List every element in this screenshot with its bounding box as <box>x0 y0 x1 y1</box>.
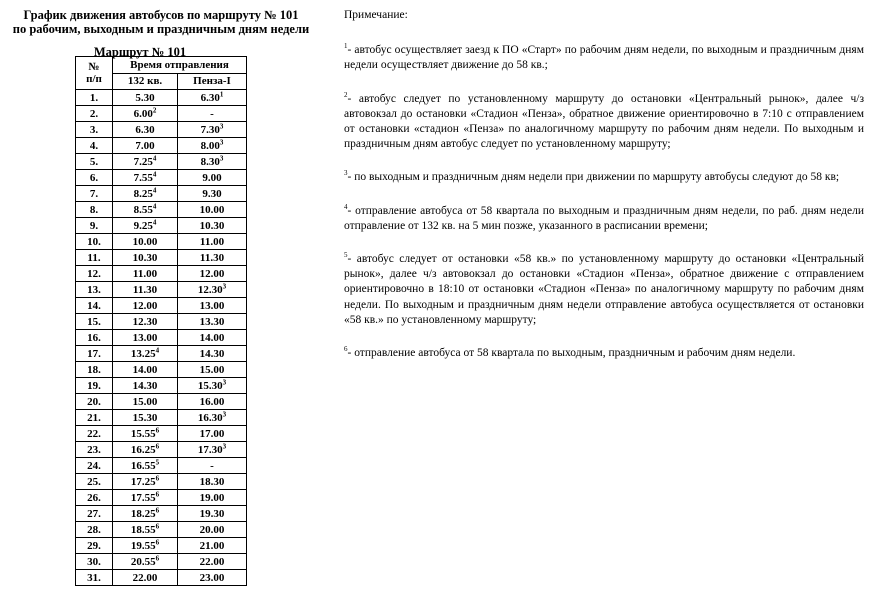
footnote-marker: 2 <box>152 105 157 114</box>
time-132kv <box>113 234 178 250</box>
time-132kv <box>113 314 178 330</box>
time-penza <box>178 218 247 234</box>
time-132kv-value: 19.55 <box>130 539 156 552</box>
row-number <box>76 346 113 362</box>
time-penza-value: 16.00 <box>199 395 225 408</box>
row-number <box>76 378 113 394</box>
row-number <box>76 266 113 282</box>
row-number-value: 12. <box>87 267 101 280</box>
note-marker: 3 <box>344 169 348 178</box>
row-number <box>76 218 113 234</box>
time-132kv <box>113 362 178 378</box>
time-penza <box>178 250 247 266</box>
time-penza <box>178 314 247 330</box>
note-item <box>344 346 864 361</box>
col-num-label-2: п/п <box>86 73 102 85</box>
row-number <box>76 106 113 122</box>
row-number-value: 24. <box>87 459 101 472</box>
time-penza-value: 11.30 <box>199 251 225 264</box>
note-text: - автобус следует по установленному маршруту до остановки «Центральный рынок», далее ч/з автовокзал до остановки «Стадион «Пенза», обратное движение ориентировочно в 7:10 с отправлением от остановки «стадион «Пенза» по аналогичному маршруту по рабочим дням недели. По выходным и праздничным дням автобус следует по установленному маршруту; <box>344 92 864 151</box>
table-row <box>76 202 247 218</box>
time-penza <box>178 426 247 442</box>
time-penza-value: 20.00 <box>199 523 225 536</box>
footnote-marker: 6 <box>155 537 160 546</box>
time-penza <box>178 298 247 314</box>
time-132kv-value: 11.00 <box>132 267 158 280</box>
row-number <box>76 314 113 330</box>
row-number <box>76 426 113 442</box>
time-132kv-value: 13.25 <box>130 347 156 360</box>
row-number-value: 15. <box>87 315 101 328</box>
note-item <box>344 204 864 234</box>
table-row <box>76 394 247 410</box>
time-132kv <box>113 410 178 426</box>
time-penza <box>178 346 247 362</box>
time-132kv-value: 16.25 <box>130 443 156 456</box>
table-row <box>76 154 247 170</box>
footnote-marker: 4 <box>152 185 157 194</box>
row-number-value: 4. <box>89 139 99 152</box>
row-number-value: 1. <box>89 91 99 104</box>
time-penza-value: 10.00 <box>199 203 225 216</box>
table-row <box>76 442 247 458</box>
row-number <box>76 138 113 154</box>
time-132kv <box>113 474 178 490</box>
time-penza-value: 19.00 <box>199 491 225 504</box>
time-penza-value: 15.30 <box>197 379 223 392</box>
time-penza-value: 11.00 <box>199 235 225 248</box>
footnote-marker: 4 <box>155 345 160 354</box>
time-132kv <box>113 346 178 362</box>
note-item <box>344 252 864 328</box>
footnote-marker: 6 <box>155 441 160 450</box>
row-number-value: 11. <box>87 251 101 264</box>
footnote-marker: 3 <box>222 377 227 386</box>
row-number <box>76 122 113 138</box>
table-row <box>76 506 247 522</box>
time-penza <box>178 122 247 138</box>
time-penza <box>178 362 247 378</box>
note-marker: 4 <box>344 202 348 211</box>
time-132kv-value: 12.30 <box>132 315 158 328</box>
row-number <box>76 186 113 202</box>
row-number <box>76 250 113 266</box>
row-number <box>76 282 113 298</box>
time-penza-value: 7.30 <box>200 123 220 136</box>
time-penza <box>178 570 247 586</box>
time-penza-value: 15.00 <box>199 363 225 376</box>
row-number-value: 21. <box>87 411 101 424</box>
row-number-value: 3. <box>89 123 99 136</box>
row-number-value: 8. <box>89 203 99 216</box>
note-text: - отправление автобуса от 58 квартала по выходным и праздничным дням недели, по раб. дням недели отправление от 132 кв. на 5 мин позже, указанного в расписании времени; <box>344 204 864 232</box>
row-number-value: 20. <box>87 395 101 408</box>
table-row <box>76 554 247 570</box>
table-row <box>76 538 247 554</box>
time-132kv <box>113 378 178 394</box>
table-row <box>76 186 247 202</box>
table-row <box>76 266 247 282</box>
footnote-marker: 6 <box>155 521 160 530</box>
time-penza-value: 12.30 <box>197 283 223 296</box>
time-132kv-value: 10.30 <box>132 251 158 264</box>
time-penza-value: 22.00 <box>199 555 225 568</box>
row-number-value: 14. <box>87 299 101 312</box>
row-number <box>76 362 113 378</box>
table-row <box>76 362 247 378</box>
schedule-body <box>76 90 247 586</box>
row-number <box>76 298 113 314</box>
footnote-marker: 6 <box>155 505 160 514</box>
time-132kv <box>113 250 178 266</box>
time-penza <box>178 442 247 458</box>
row-number-value: 29. <box>87 539 101 552</box>
footnote-marker: 1 <box>219 89 224 98</box>
time-132kv-value: 8.25 <box>133 187 153 200</box>
time-penza-value: 9.30 <box>202 187 222 200</box>
col-header-132kv: 132 кв. <box>113 73 178 90</box>
time-132kv <box>113 538 178 554</box>
table-row <box>76 234 247 250</box>
schedule-panel <box>0 8 322 59</box>
time-penza-value: 17.00 <box>199 427 225 440</box>
time-132kv-value: 15.00 <box>132 395 158 408</box>
time-penza <box>178 186 247 202</box>
row-number-value: 22. <box>87 427 101 440</box>
time-penza-value: 17.30 <box>197 443 223 456</box>
table-row <box>76 410 247 426</box>
col-header-penza: Пенза-I <box>178 73 247 90</box>
time-132kv <box>113 554 178 570</box>
notes-title: Примечание: <box>344 9 408 21</box>
row-number <box>76 490 113 506</box>
time-132kv-value: 8.55 <box>133 203 153 216</box>
time-penza-value: 13.00 <box>199 299 225 312</box>
row-number <box>76 170 113 186</box>
col-header-number <box>76 57 113 90</box>
time-132kv-value: 18.55 <box>130 523 156 536</box>
table-row <box>76 298 247 314</box>
row-number-value: 9. <box>89 219 99 232</box>
time-132kv-value: 7.25 <box>133 155 153 168</box>
time-penza <box>178 490 247 506</box>
time-penza-value: 16.30 <box>197 411 223 424</box>
table-row <box>76 458 247 474</box>
table-row <box>76 570 247 586</box>
time-penza-value: 23.00 <box>199 571 225 584</box>
time-132kv-value: 14.30 <box>132 379 158 392</box>
footnote-marker: 4 <box>152 217 157 226</box>
time-penza <box>178 138 247 154</box>
table-row <box>76 346 247 362</box>
time-penza-value: 14.30 <box>199 347 225 360</box>
time-penza <box>178 154 247 170</box>
time-132kv <box>113 330 178 346</box>
time-penza <box>178 506 247 522</box>
footnote-marker: 6 <box>155 489 160 498</box>
footnote-marker: 3 <box>219 121 224 130</box>
table-row <box>76 250 247 266</box>
time-132kv <box>113 282 178 298</box>
notes-panel <box>344 8 864 379</box>
time-132kv-value: 6.00 <box>133 107 153 120</box>
row-number-value: 6. <box>89 171 99 184</box>
time-132kv <box>113 426 178 442</box>
time-132kv-value: 15.30 <box>132 411 158 424</box>
row-number-value: 27. <box>87 507 101 520</box>
row-number-value: 19. <box>87 379 101 392</box>
time-penza-value: 8.00 <box>200 139 220 152</box>
table-row <box>76 330 247 346</box>
time-132kv <box>113 202 178 218</box>
row-number <box>76 458 113 474</box>
row-number <box>76 554 113 570</box>
title-line-1: График движения автобусов по маршруту № 101 <box>23 8 299 22</box>
time-132kv-value: 15.55 <box>130 427 156 440</box>
row-number <box>76 522 113 538</box>
time-penza <box>178 554 247 570</box>
time-132kv <box>113 218 178 234</box>
time-132kv-value: 20.55 <box>130 555 156 568</box>
time-penza <box>178 394 247 410</box>
footnote-marker: 3 <box>219 153 224 162</box>
table-row <box>76 474 247 490</box>
footnote-marker: 3 <box>222 281 227 290</box>
time-penza <box>178 266 247 282</box>
time-penza <box>178 378 247 394</box>
time-132kv-value: 22.00 <box>132 571 158 584</box>
time-132kv-value: 6.30 <box>135 123 155 136</box>
time-penza-value: 18.30 <box>199 475 225 488</box>
table-row <box>76 90 247 106</box>
document-title <box>0 8 322 36</box>
row-number-value: 16. <box>87 331 101 344</box>
row-number <box>76 570 113 586</box>
note-marker: 6 <box>344 345 348 354</box>
time-132kv-value: 7.00 <box>135 139 155 152</box>
table-row <box>76 218 247 234</box>
row-number <box>76 474 113 490</box>
table-row <box>76 522 247 538</box>
time-132kv-value: 17.25 <box>130 475 156 488</box>
notes-list <box>344 43 864 361</box>
time-132kv <box>113 394 178 410</box>
time-132kv-value: 18.25 <box>130 507 156 520</box>
row-number <box>76 538 113 554</box>
row-number <box>76 330 113 346</box>
footnote-marker: 3 <box>222 441 227 450</box>
time-penza <box>178 202 247 218</box>
note-text: - автобус осуществляет заезд к ПО «Старт» по рабочим дням недели, по выходным и праздничным дням недели осуществляет движение до 58 кв.; <box>344 44 864 72</box>
time-132kv <box>113 138 178 154</box>
note-text: - отправление автобуса от 58 квартала по выходным, праздничным и рабочим дням недели. <box>347 347 796 360</box>
time-132kv-value: 9.25 <box>133 219 153 232</box>
footnote-marker: 3 <box>219 137 224 146</box>
col-num-label-1: № <box>88 61 100 73</box>
footnote-marker: 4 <box>152 169 157 178</box>
footnote-marker: 3 <box>222 409 227 418</box>
time-132kv-value: 10.00 <box>132 235 158 248</box>
time-132kv <box>113 458 178 474</box>
time-132kv-value: 17.55 <box>130 491 156 504</box>
note-item <box>344 170 864 185</box>
footnote-marker: 6 <box>155 553 160 562</box>
time-penza <box>178 474 247 490</box>
row-number-value: 17. <box>87 347 101 360</box>
time-penza <box>178 90 247 106</box>
row-number-value: 30. <box>87 555 101 568</box>
footnote-marker: 6 <box>155 473 160 482</box>
time-132kv-value: 7.55 <box>133 171 153 184</box>
row-number-value: 28. <box>87 523 101 536</box>
time-penza <box>178 458 247 474</box>
row-number <box>76 442 113 458</box>
row-number-value: 7. <box>89 187 99 200</box>
row-number-value: 26. <box>87 491 101 504</box>
col-header-group: Время отправления <box>113 57 247 74</box>
time-132kv <box>113 570 178 586</box>
time-penza-value: 6.30 <box>200 91 220 104</box>
time-penza <box>178 522 247 538</box>
time-132kv <box>113 106 178 122</box>
time-penza-value: 21.00 <box>199 539 225 552</box>
title-line-2: по рабочим, выходным и праздничным дням недели <box>12 22 310 36</box>
note-marker: 2 <box>344 90 348 99</box>
time-penza <box>178 106 247 122</box>
time-132kv <box>113 298 178 314</box>
row-number-value: 10. <box>87 235 101 248</box>
time-penza <box>178 170 247 186</box>
time-penza-value: 9.00 <box>202 171 222 184</box>
table-row <box>76 378 247 394</box>
time-132kv-value: 11.30 <box>132 283 158 296</box>
row-number <box>76 394 113 410</box>
note-marker: 5 <box>344 251 348 260</box>
table-row <box>76 106 247 122</box>
time-132kv <box>113 186 178 202</box>
row-number <box>76 234 113 250</box>
time-132kv <box>113 490 178 506</box>
time-penza-value: 14.00 <box>199 331 225 344</box>
time-132kv <box>113 122 178 138</box>
time-penza-value: 8.30 <box>200 155 220 168</box>
footnote-marker: 6 <box>155 425 160 434</box>
time-132kv <box>113 522 178 538</box>
time-132kv-value: 12.00 <box>132 299 158 312</box>
time-penza <box>178 282 247 298</box>
route-title: Маршрут № 101 <box>93 45 187 59</box>
table-row <box>76 314 247 330</box>
note-item <box>344 92 864 153</box>
time-penza-value: 10.30 <box>199 219 225 232</box>
footnote-marker: 4 <box>152 153 157 162</box>
time-penza <box>178 234 247 250</box>
table-row <box>76 122 247 138</box>
table-row <box>76 170 247 186</box>
note-text: - по выходным и праздничным дням недели при движении по маршруту автобусы следуют до 58 кв; <box>347 171 840 184</box>
row-number <box>76 410 113 426</box>
time-132kv <box>113 154 178 170</box>
time-penza-value: 12.00 <box>199 267 225 280</box>
time-penza <box>178 538 247 554</box>
time-132kv <box>113 442 178 458</box>
time-penza <box>178 410 247 426</box>
row-number <box>76 506 113 522</box>
time-penza <box>178 330 247 346</box>
time-132kv <box>113 266 178 282</box>
row-number <box>76 154 113 170</box>
time-132kv <box>113 170 178 186</box>
row-number-value: 13. <box>87 283 101 296</box>
table-row <box>76 490 247 506</box>
time-132kv <box>113 90 178 106</box>
time-penza-value: 13.30 <box>199 315 225 328</box>
table-row <box>76 138 247 154</box>
time-132kv-value: 14.00 <box>132 363 158 376</box>
time-132kv-value: 13.00 <box>132 331 158 344</box>
time-132kv <box>113 506 178 522</box>
note-marker: 1 <box>344 42 348 51</box>
time-132kv-value: 16.55 <box>130 459 156 472</box>
time-penza-value: 19.30 <box>199 507 225 520</box>
row-number-value: 31. <box>87 571 101 584</box>
row-number <box>76 90 113 106</box>
row-number-value: 23. <box>87 443 101 456</box>
time-penza-value: - <box>210 459 214 472</box>
row-number-value: 2. <box>89 107 99 120</box>
table-row <box>76 282 247 298</box>
row-number-value: 5. <box>89 155 99 168</box>
table-row <box>76 426 247 442</box>
footnote-marker: 5 <box>155 457 160 466</box>
note-item <box>344 43 864 73</box>
row-number <box>76 202 113 218</box>
note-text: - автобус следует от остановки «58 кв.» по установленному маршруту до остановки «Центральный рынок», далее ч/з автовокзал до остановки «Стадион «Пенза», обратное движение с отправлением ориентировочно в 18:10 от остановки «Стадион «Пенза» по аналогичному маршруту по рабочим дням недели. По выходным и праздничным дням недели отправление автобуса осуществляется от остановки «58 кв.» по установленному маршруту; <box>344 253 864 326</box>
row-number-value: 18. <box>87 363 101 376</box>
time-penza-value: - <box>210 107 214 120</box>
schedule-table <box>75 56 247 586</box>
footnote-marker: 4 <box>152 201 157 210</box>
time-132kv-value: 5.30 <box>135 91 155 104</box>
row-number-value: 25. <box>87 475 101 488</box>
